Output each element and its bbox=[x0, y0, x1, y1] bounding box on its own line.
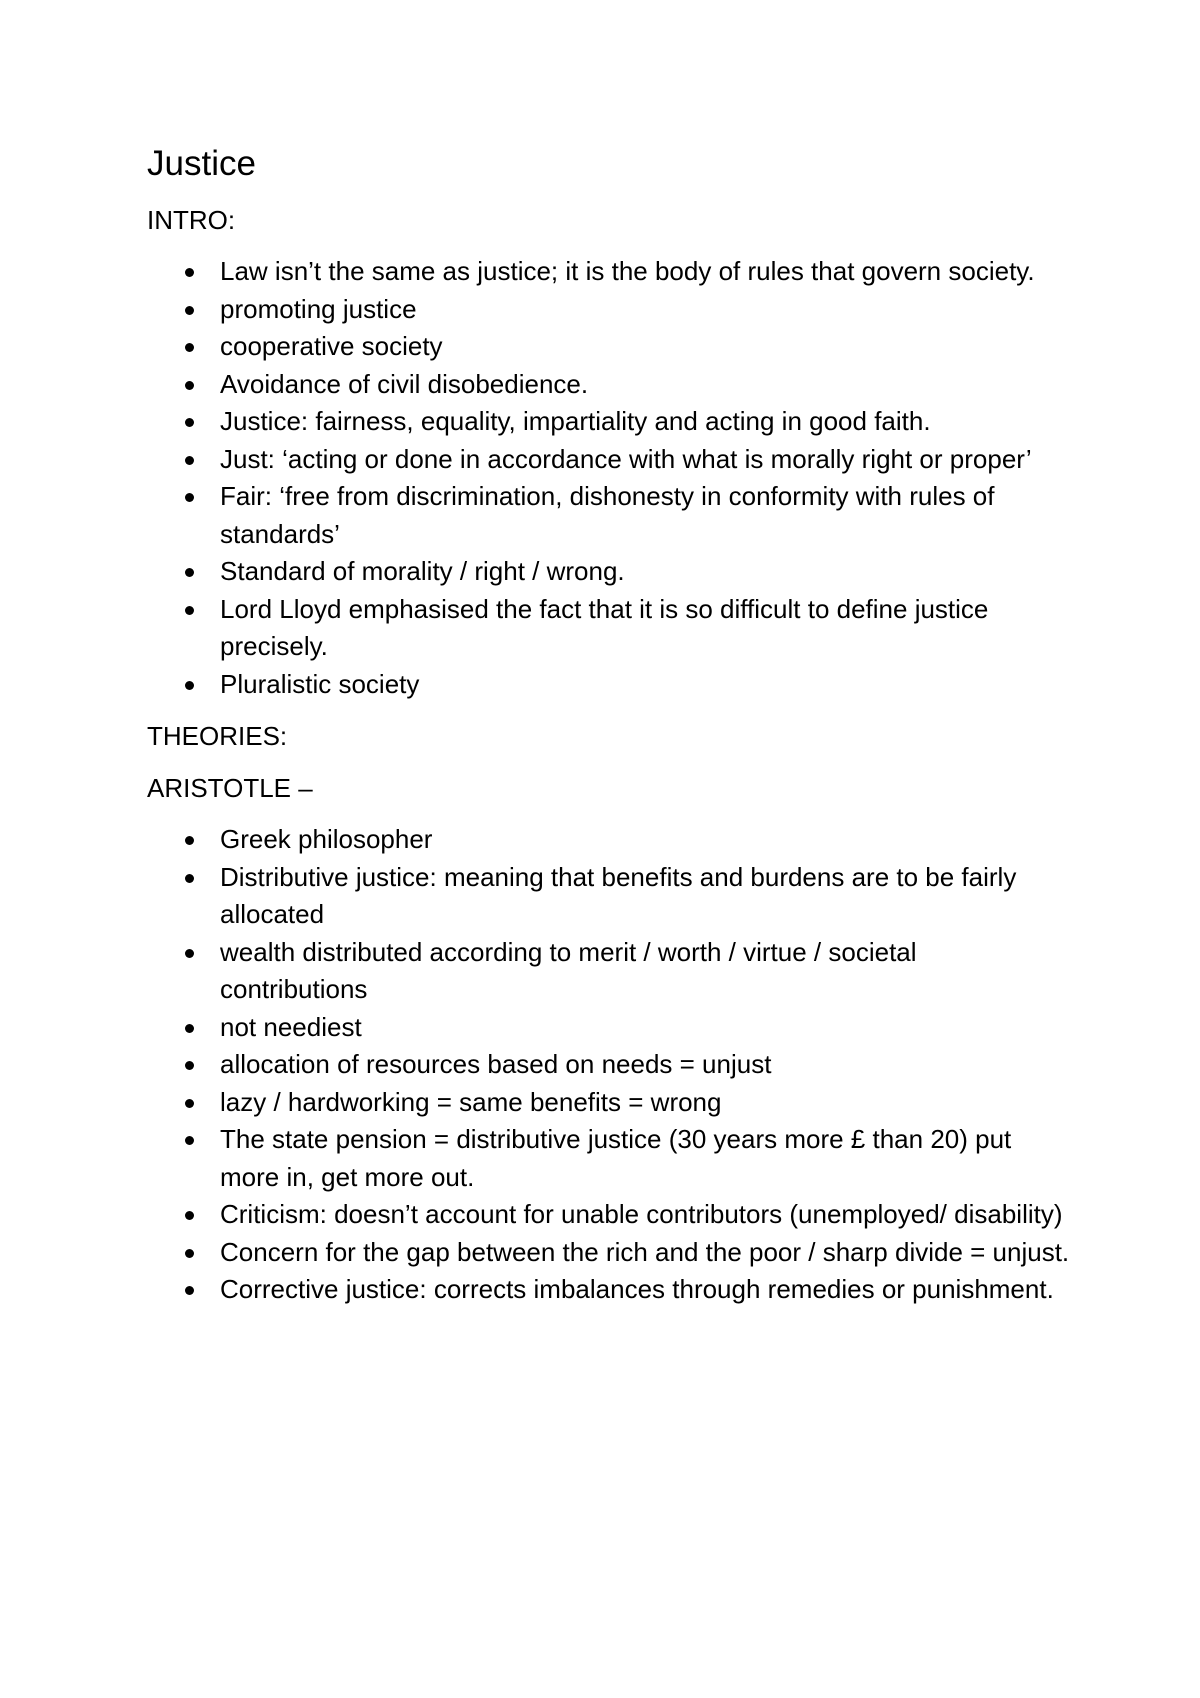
list-item bbox=[147, 1046, 1070, 1084]
list-item bbox=[147, 666, 1070, 704]
aristotle-bullet-list bbox=[147, 821, 1087, 1309]
bullet-icon bbox=[185, 606, 194, 615]
list-item-text: promoting justice bbox=[220, 293, 417, 324]
bullet-icon bbox=[185, 1211, 194, 1220]
list-item-text: Greek philosopher bbox=[220, 824, 433, 854]
list-item-text: Concern for the gap between the rich and the poor / sharp divide = unjust. bbox=[220, 1236, 1070, 1267]
bullet-icon bbox=[185, 949, 194, 958]
bullet-icon bbox=[185, 1024, 194, 1033]
bullet-icon bbox=[185, 1286, 194, 1295]
list-item-text: Lord Lloyd emphasised the fact that it is so difficult to define justice precisely. bbox=[220, 593, 989, 661]
bullet-icon bbox=[185, 1061, 194, 1070]
section-heading-intro: INTRO: bbox=[147, 205, 236, 235]
list-item-text: Distributive justice: meaning that benefits and burdens are to be fairly allocated bbox=[220, 861, 1017, 929]
bullet-icon bbox=[185, 836, 194, 845]
list-item-text: allocation of resources based on needs = unjust bbox=[220, 1049, 772, 1079]
bullet-icon bbox=[185, 343, 194, 352]
list-item-text: cooperative society bbox=[220, 331, 443, 361]
bullet-icon bbox=[185, 493, 194, 502]
bullet-icon bbox=[185, 1099, 194, 1108]
bullet-icon bbox=[185, 874, 194, 883]
list-item-text: The state pension = distributive justice (30 years more £ than 20) put more in, get more out. bbox=[220, 1124, 1012, 1192]
list-item bbox=[147, 366, 1070, 404]
list-item bbox=[147, 253, 1070, 291]
list-item bbox=[147, 934, 1070, 1009]
document-page bbox=[147, 140, 1087, 1323]
list-item-text: Just: ‘acting or done in accordance with what is morally right or proper’ bbox=[220, 443, 1032, 474]
bullet-icon bbox=[185, 268, 194, 277]
list-item bbox=[147, 403, 1070, 441]
list-item bbox=[147, 591, 1070, 666]
list-item bbox=[147, 821, 1070, 859]
list-item-text: Criticism: doesn’t account for unable contributors (unemployed/ disability) bbox=[220, 1199, 1063, 1229]
bullet-icon bbox=[185, 1249, 194, 1258]
list-item-text: not neediest bbox=[220, 1011, 362, 1042]
bullet-icon bbox=[185, 456, 194, 465]
list-item bbox=[147, 1084, 1070, 1122]
list-item bbox=[147, 441, 1070, 479]
list-item bbox=[147, 1121, 1070, 1196]
bullet-icon bbox=[185, 418, 194, 427]
list-item bbox=[147, 328, 1070, 366]
list-item bbox=[147, 1271, 1070, 1309]
bullet-icon bbox=[185, 1136, 194, 1145]
list-item-text: Standard of morality / right / wrong. bbox=[220, 556, 625, 586]
document-title: Justice bbox=[147, 144, 256, 183]
section-heading-theories: THEORIES: bbox=[147, 721, 288, 751]
list-item-text: Corrective justice: corrects imbalances through remedies or punishment. bbox=[220, 1274, 1054, 1304]
list-item-text: lazy / hardworking = same benefits = wrong bbox=[220, 1086, 722, 1117]
bullet-icon bbox=[185, 681, 194, 690]
list-item bbox=[147, 291, 1070, 329]
bullet-icon bbox=[185, 568, 194, 577]
list-item-text: Pluralistic society bbox=[220, 668, 420, 699]
list-item bbox=[147, 553, 1070, 591]
list-item bbox=[147, 859, 1070, 934]
bullet-icon bbox=[185, 306, 194, 315]
section-heading-aristotle: ARISTOTLE – bbox=[147, 773, 313, 803]
list-item bbox=[147, 1009, 1070, 1047]
list-item-text: Law isn’t the same as justice; it is the body of rules that govern society. bbox=[220, 256, 1035, 286]
intro-bullet-list bbox=[147, 253, 1087, 703]
list-item bbox=[147, 1196, 1070, 1234]
list-item-text: Avoidance of civil disobedience. bbox=[220, 368, 589, 399]
bullet-icon bbox=[185, 381, 194, 390]
list-item bbox=[147, 1234, 1070, 1272]
list-item-text: Fair: ‘free from discrimination, dishonesty in conformity with rules of standards’ bbox=[220, 481, 995, 549]
list-item-text: wealth distributed according to merit / worth / virtue / societal contributions bbox=[220, 936, 917, 1004]
list-item-text: Justice: fairness, equality, impartiality and acting in good faith. bbox=[220, 406, 931, 436]
list-item bbox=[147, 478, 1070, 553]
